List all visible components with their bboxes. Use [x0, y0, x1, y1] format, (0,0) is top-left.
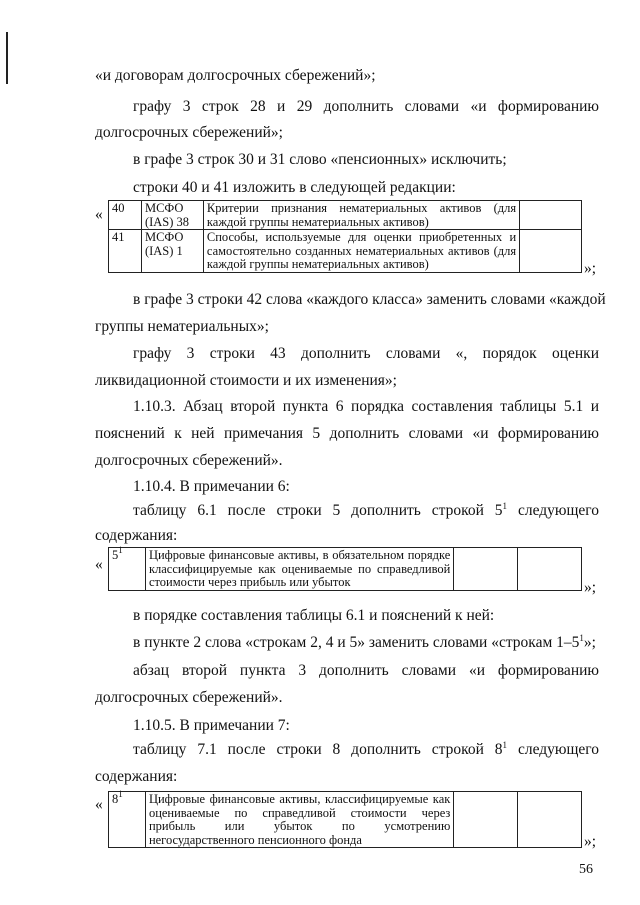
paragraph-line: строки 40 и 41 изложить в следующей редакции:	[133, 179, 456, 196]
table-rows-40-41	[108, 200, 582, 273]
paragraph-line: 1.10.5. В примечании 7:	[133, 717, 290, 734]
standard-cell: МСФО (IAS) 38	[141, 201, 203, 230]
paragraph-line: «и договорам долгосрочных сбережений»;	[95, 67, 376, 84]
paragraph-line: долгосрочных сбережений»;	[95, 124, 283, 141]
paragraph-line: долгосрочных сбережений».	[95, 689, 283, 706]
paragraph-line: в графе 3 строки 42 слова «каждого класса» заменить словами «каждой	[133, 291, 606, 308]
table-row	[109, 792, 582, 848]
paragraph-line: графу 3 строки 43 дополнить словами «, порядок оценки	[133, 345, 599, 362]
description-cell: Способы, используемые для оценки приобретенных и самостоятельно созданных нематериальных активов (для каждой группы нематериальных активов)	[203, 230, 519, 273]
row-number: $5^1$	[109, 548, 146, 591]
paragraph-line: таблицу 6.1 после строки 5 дополнить строкой $5^1$ следующего	[133, 501, 599, 519]
open-quote: «	[95, 556, 103, 573]
page-number: 56	[579, 862, 593, 877]
paragraph-line: в графе 3 строк 30 и 31 слово «пенсионных» исключить;	[133, 151, 507, 168]
paragraph-line: таблицу 7.1 после строки 8 дополнить строкой $8^1$ следующего	[133, 740, 599, 758]
paragraph-line: 1.10.3. Абзац второй пункта 6 порядка составления таблицы 5.1 и	[133, 398, 599, 415]
standard-cell: МСФО (IAS) 1	[141, 230, 203, 273]
table-row	[109, 230, 582, 273]
empty-cell	[454, 548, 518, 591]
row-number: $8^1$	[109, 792, 146, 848]
table-row	[109, 548, 582, 591]
empty-cell	[520, 230, 582, 273]
open-quote: «	[95, 796, 103, 813]
table-row	[109, 201, 582, 230]
description-cell: Цифровые финансовые активы, в обязательном порядке классифицируемые как оцениваемые по справедливой стоимости через прибыль или убыток	[145, 548, 453, 591]
empty-cell	[454, 792, 518, 848]
empty-cell	[520, 201, 582, 230]
description-cell: Цифровые финансовые активы, классифицируемые как оцениваемые по справедливой стоимости через прибыль или убыток по усмотрению негосударственного пенсионного фонда	[145, 792, 453, 848]
table-row-8-1	[108, 791, 582, 848]
empty-cell	[518, 548, 582, 591]
paragraph-line: содержания:	[95, 527, 178, 544]
row-number: 41	[109, 230, 142, 273]
close-quote: »;	[584, 579, 597, 596]
table-row-5-1	[108, 547, 582, 591]
close-quote: »;	[584, 833, 597, 850]
margin-bar	[6, 32, 8, 84]
close-quote: »;	[584, 260, 597, 277]
paragraph-line: содержания:	[95, 768, 178, 785]
paragraph-line: пояснений к ней примечания 5 дополнить словами «и формированию	[95, 425, 599, 442]
paragraph-line: группы нематериальных»;	[95, 318, 269, 335]
paragraph-line: графу 3 строк 28 и 29 дополнить словами «и формированию	[133, 98, 599, 115]
row-number: 40	[109, 201, 142, 230]
empty-cell	[518, 792, 582, 848]
paragraph-line: в пункте 2 слова «строкам 2, 4 и 5» заменить словами «строкам $1-5^1$»;	[133, 633, 596, 651]
open-quote: «	[95, 206, 103, 223]
paragraph-line: абзац второй пункта 3 дополнить словами «и формированию	[133, 662, 599, 679]
paragraph-line: долгосрочных сбережений».	[95, 452, 283, 469]
description-cell: Критерии признания нематериальных активов (для каждой группы нематериальных активов)	[203, 201, 519, 230]
paragraph-line: ликвидационной стоимости и их изменения»;	[95, 372, 397, 389]
paragraph-line: в порядке составления таблицы 6.1 и пояснений к ней:	[133, 607, 495, 624]
paragraph-line: 1.10.4. В примечании 6:	[133, 478, 290, 495]
